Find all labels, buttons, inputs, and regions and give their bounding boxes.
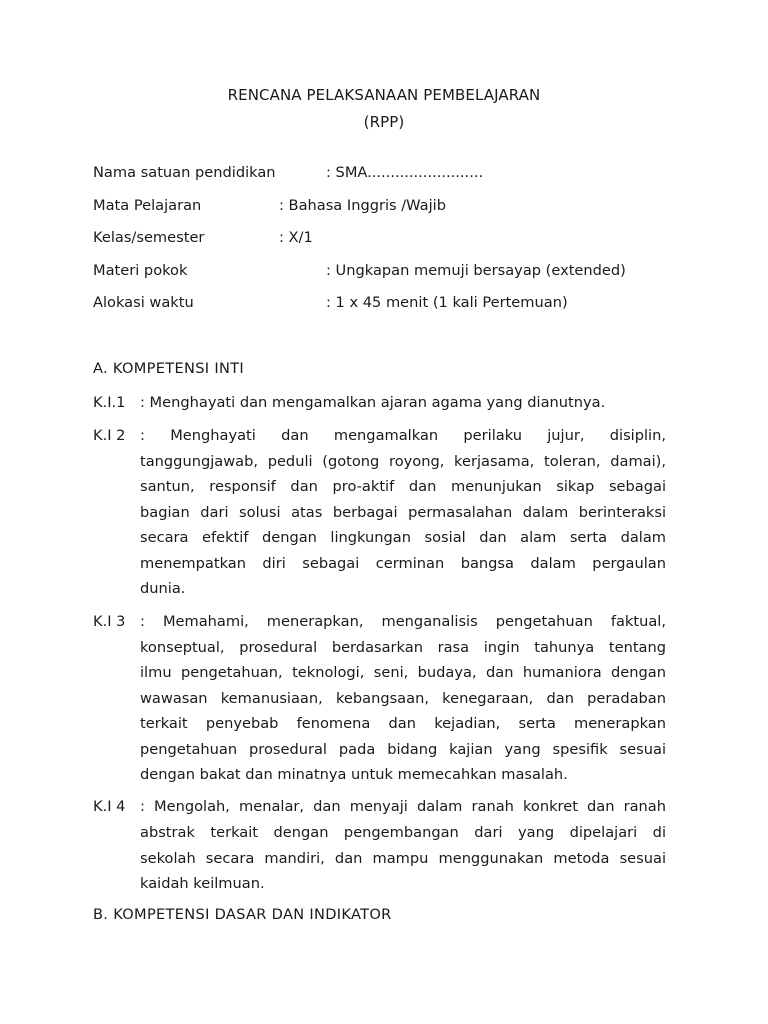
meta-label-class: Kelas/semester bbox=[93, 229, 205, 246]
ki-line: dengan bakat dan minatnya untuk memecahkan masalah. bbox=[140, 766, 568, 783]
ki-line: terkait penyebab fenomena dan kejadian, serta menerapkan bbox=[140, 715, 666, 732]
ki-line: menempatkan diri sebagai cerminan bangsa dalam pergaulan bbox=[140, 555, 666, 572]
ki-label-3: K.I 3 bbox=[93, 613, 126, 630]
section-heading-a: A. KOMPETENSI INTI bbox=[93, 360, 244, 377]
ki-line: secara efektif dengan lingkungan sosial dan alam serta dalam bbox=[140, 529, 666, 546]
ki-line: pengetahuan prosedural pada bidang kajian yang spesifik sesuai bbox=[140, 741, 666, 758]
meta-label-subject: Mata Pelajaran bbox=[93, 197, 202, 214]
ki-line: dunia. bbox=[140, 580, 186, 597]
meta-value-subject: : Bahasa Inggris /Wajib bbox=[279, 197, 446, 214]
ki-label-2: K.I 2 bbox=[93, 427, 126, 444]
meta-label-time: Alokasi waktu bbox=[93, 294, 194, 311]
ki-line: sekolah secara mandiri, dan mampu menggunakan metoda sesuai bbox=[140, 850, 666, 867]
ki-line: kaidah keilmuan. bbox=[140, 875, 265, 892]
ki-line: : Menghayati dan mengamalkan perilaku jujur, disiplin, bbox=[140, 427, 666, 444]
ki-line: bagian dari solusi atas berbagai permasalahan dalam berinteraksi bbox=[140, 504, 666, 521]
meta-value-class: : X/1 bbox=[279, 229, 313, 246]
ki-line: tanggungjawab, peduli (gotong royong, kerjasama, toleran, damai), bbox=[140, 453, 666, 470]
meta-value-time: : 1 x 45 menit (1 kali Pertemuan) bbox=[326, 294, 568, 311]
section-heading-b: B. KOMPETENSI DASAR DAN INDIKATOR bbox=[93, 906, 392, 923]
ki-line: santun, responsif dan pro-aktif dan menunjukan sikap sebagai bbox=[140, 478, 666, 495]
ki-line: : Mengolah, menalar, dan menyaji dalam ranah konkret dan ranah bbox=[140, 798, 666, 815]
ki-line: wawasan kemanusiaan, kebangsaan, kenegaraan, dan peradaban bbox=[140, 690, 666, 707]
ki-line: konseptual, prosedural berdasarkan rasa ingin tahunya tentang bbox=[140, 639, 666, 656]
ki-label-1: K.I.1 bbox=[93, 394, 126, 411]
meta-value-school: : SMA......................... bbox=[326, 164, 484, 181]
meta-label-topic: Materi pokok bbox=[93, 262, 188, 279]
ki-line: : Memahami, menerapkan, menganalisis pengetahuan faktual, bbox=[140, 613, 666, 630]
meta-label-school: Nama satuan pendidikan bbox=[93, 164, 276, 181]
ki-line: abstrak terkait dengan pengembangan dari yang dipelajari di bbox=[140, 824, 666, 841]
meta-value-topic: : Ungkapan memuji bersayap (extended) bbox=[326, 262, 626, 279]
ki-line: ilmu pengetahuan, teknologi, seni, budaya, dan humaniora dengan bbox=[140, 664, 666, 681]
ki-line: : Menghayati dan mengamalkan ajaran agama yang dianutnya. bbox=[140, 394, 606, 411]
ki-label-4: K.I 4 bbox=[93, 798, 126, 815]
document-title: RENCANA PELAKSANAAN PEMBELAJARAN bbox=[227, 86, 541, 104]
document-subtitle: (RPP) bbox=[363, 113, 405, 131]
